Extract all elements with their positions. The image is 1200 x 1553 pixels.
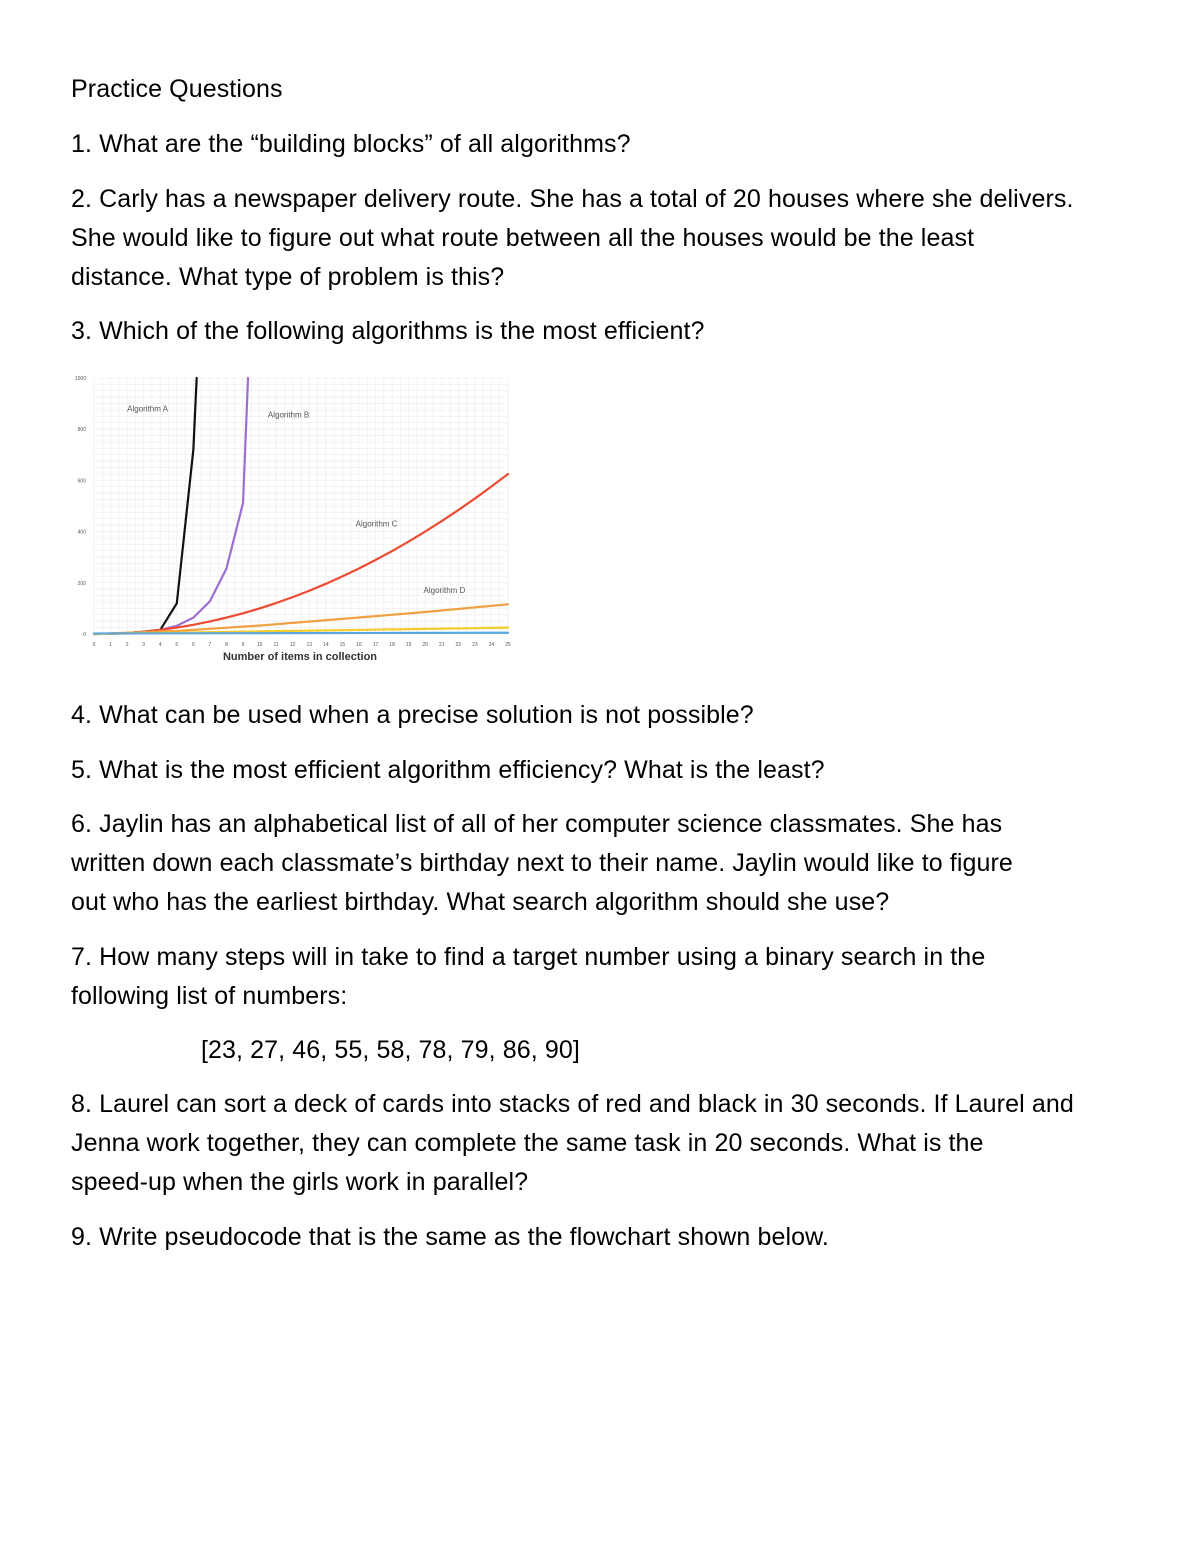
- x-tick-label: 9: [241, 642, 245, 648]
- question-7-line: 7. How many steps will in take to find a target number using a binary search in the: [71, 943, 986, 971]
- y-tick-label: 400: [77, 529, 86, 536]
- question-6-line: written down each classmate’s birthday next to their name. Jaylin would like to figure: [71, 849, 1013, 877]
- x-tick-label: 10: [256, 642, 263, 648]
- question-3: 3. Which of the following algorithms is the most efficient?: [71, 317, 705, 345]
- x-tick-label: 8: [225, 642, 228, 648]
- x-tick-label: 6: [191, 642, 195, 648]
- x-tick-label: 25: [505, 642, 511, 648]
- y-tick-label: 0: [83, 632, 86, 638]
- x-tick-label: 23: [472, 642, 478, 648]
- question-2-line: distance. What type of problem is this?: [71, 263, 505, 291]
- x-tick-label: 12: [289, 642, 296, 648]
- question-6-line: 6. Jaylin has an alphabetical list of all of her computer science classmates. She has: [71, 810, 1003, 838]
- series-line: [94, 633, 508, 634]
- x-tick-label: 20: [422, 642, 428, 648]
- x-tick-label: 4: [158, 642, 162, 648]
- x-tick-label: 16: [356, 642, 362, 648]
- y-tick-label: 1000: [74, 376, 86, 382]
- x-tick-label: 13: [306, 642, 313, 648]
- question-4: 4. What can be used when a precise solution is not possible?: [71, 701, 754, 729]
- x-tick-label: 22: [455, 642, 462, 648]
- algorithm-efficiency-chart: [66, 368, 526, 670]
- y-tick-label: 200: [77, 580, 86, 587]
- series-label: Algorithm B: [267, 410, 310, 420]
- x-tick-label: 2: [125, 642, 129, 648]
- page-title: Practice Questions: [71, 75, 283, 103]
- x-tick-label: 24: [488, 642, 495, 648]
- x-tick-label: 19: [405, 642, 412, 648]
- series-label: Algorithm A: [127, 404, 169, 414]
- series-label: Algorithm D: [423, 586, 466, 596]
- question-2-line: 2. Carly has a newspaper delivery route. She has a total of 20 houses where she delivers.: [71, 185, 1074, 213]
- x-tick-label: 14: [323, 642, 329, 648]
- number-list: [23, 27, 46, 55, 58, 78, 79, 86, 90]: [201, 1036, 580, 1064]
- x-tick-label: 3: [142, 642, 146, 648]
- question-8-line: Jenna work together, they can complete the same task in 20 seconds. What is the: [71, 1129, 984, 1157]
- y-tick-label: 800: [77, 427, 86, 434]
- question-7-line: following list of numbers:: [71, 982, 348, 1010]
- x-tick-label: 5: [175, 642, 179, 648]
- x-tick-label: 21: [438, 642, 445, 648]
- series-label: Algorithm C: [355, 519, 398, 529]
- x-axis-title: Number of items in collection: [222, 651, 378, 663]
- question-8-line: speed-up when the girls work in parallel?: [71, 1168, 529, 1196]
- x-tick-label: 18: [389, 642, 395, 648]
- question-2-line: She would like to figure out what route between all the houses would be the least: [71, 224, 975, 252]
- question-9: 9. Write pseudocode that is the same as the flowchart shown below.: [71, 1223, 829, 1251]
- question-5: 5. What is the most efficient algorithm efficiency? What is the least?: [71, 756, 825, 784]
- x-tick-label: 0: [92, 642, 96, 648]
- question-8-line: 8. Laurel can sort a deck of cards into stacks of red and black in 30 seconds. If Laurel and: [71, 1090, 1074, 1118]
- question-6-line: out who has the earliest birthday. What search algorithm should she use?: [71, 888, 890, 916]
- x-tick-label: 1: [109, 642, 112, 648]
- x-tick-label: 7: [208, 642, 212, 648]
- y-tick-label: 600: [77, 478, 86, 485]
- x-tick-label: 11: [273, 642, 279, 648]
- x-tick-label: 17: [372, 642, 379, 648]
- question-1: 1. What are the “building blocks” of all algorithms?: [71, 130, 631, 158]
- x-tick-label: 15: [339, 642, 346, 648]
